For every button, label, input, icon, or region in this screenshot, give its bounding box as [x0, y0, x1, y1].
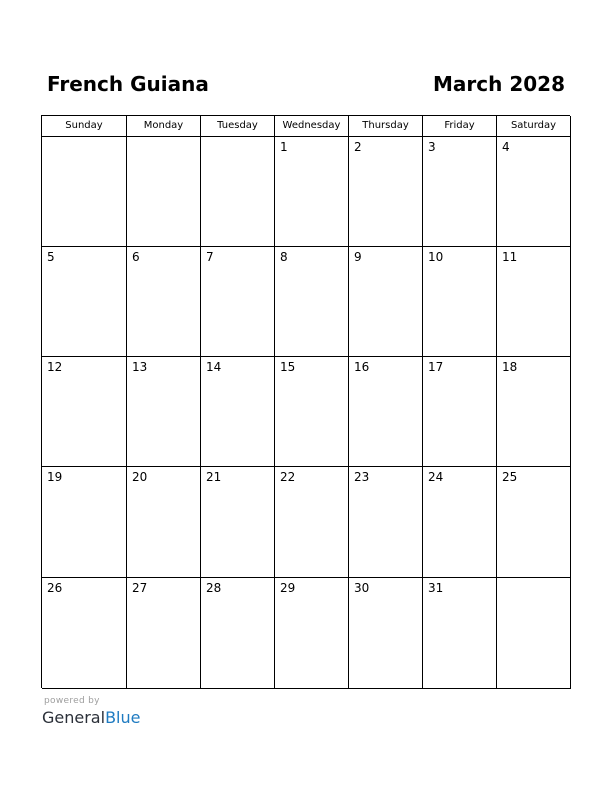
day-number: 10: [428, 250, 444, 264]
day-number: 22: [280, 470, 296, 484]
day-cell: [201, 247, 275, 357]
day-cell: [423, 137, 497, 247]
weekday-header: Saturday: [497, 116, 571, 137]
day-cell: [127, 247, 201, 357]
day-number: 30: [354, 581, 370, 595]
day-number: 9: [354, 250, 362, 264]
day-cell: [349, 578, 423, 689]
day-number: 19: [47, 470, 63, 484]
weekday-header: Thursday: [349, 116, 423, 137]
day-cell: [497, 357, 571, 467]
day-number: 3: [428, 140, 436, 154]
day-number: 28: [206, 581, 222, 595]
day-cell: [42, 137, 127, 247]
day-cell: [497, 467, 571, 578]
day-cell: [127, 357, 201, 467]
day-number: 26: [47, 581, 63, 595]
day-cell: [127, 137, 201, 247]
day-number: 2: [354, 140, 362, 154]
day-cell: [349, 467, 423, 578]
day-number: 15: [280, 360, 296, 374]
brand-name-general: General: [42, 708, 106, 727]
day-cell: [497, 578, 571, 689]
day-cell: [349, 137, 423, 247]
day-cell: [275, 578, 349, 689]
day-number: 31: [428, 581, 444, 595]
day-cell: [42, 247, 127, 357]
day-number: 6: [132, 250, 140, 264]
day-number: 5: [47, 250, 55, 264]
day-cell: [275, 467, 349, 578]
weekday-header: Sunday: [42, 116, 127, 137]
day-cell: [201, 467, 275, 578]
day-cell: [201, 578, 275, 689]
day-cell: [275, 357, 349, 467]
day-number: 29: [280, 581, 296, 595]
day-cell: [127, 578, 201, 689]
day-cell: [275, 137, 349, 247]
brand-logo[interactable]: [42, 708, 140, 728]
day-cell: [423, 578, 497, 689]
country-title: French Guiana: [47, 72, 209, 96]
day-number: 13: [132, 360, 148, 374]
day-cell: [423, 247, 497, 357]
month-year-title: March 2028: [433, 72, 565, 96]
calendar-grid: [41, 115, 570, 688]
day-number: 11: [502, 250, 518, 264]
day-cell: [497, 137, 571, 247]
day-number: 8: [280, 250, 288, 264]
day-number: 12: [47, 360, 63, 374]
day-cell: [201, 137, 275, 247]
brand-name-blue: Blue: [105, 708, 141, 727]
day-cell: [497, 247, 571, 357]
day-number: 16: [354, 360, 370, 374]
day-cell: [42, 467, 127, 578]
weekday-header: Tuesday: [201, 116, 275, 137]
day-cell: [42, 578, 127, 689]
day-cell: [275, 247, 349, 357]
day-cell: [42, 357, 127, 467]
weekday-header: Monday: [127, 116, 201, 137]
day-number: 18: [502, 360, 518, 374]
day-cell: [349, 357, 423, 467]
day-number: 1: [280, 140, 288, 154]
day-number: 23: [354, 470, 370, 484]
day-number: 20: [132, 470, 148, 484]
day-number: 7: [206, 250, 214, 264]
powered-by-text: powered by: [44, 696, 100, 706]
day-cell: [423, 467, 497, 578]
weekday-header: Friday: [423, 116, 497, 137]
day-number: 14: [206, 360, 222, 374]
day-number: 17: [428, 360, 444, 374]
day-number: 24: [428, 470, 444, 484]
day-cell: [127, 467, 201, 578]
day-cell: [349, 247, 423, 357]
day-number: 27: [132, 581, 148, 595]
weekday-header: Wednesday: [275, 116, 349, 137]
day-cell: [201, 357, 275, 467]
day-number: 4: [502, 140, 510, 154]
footer-branding: [42, 696, 140, 728]
day-cell: [423, 357, 497, 467]
day-number: 25: [502, 470, 518, 484]
day-number: 21: [206, 470, 222, 484]
